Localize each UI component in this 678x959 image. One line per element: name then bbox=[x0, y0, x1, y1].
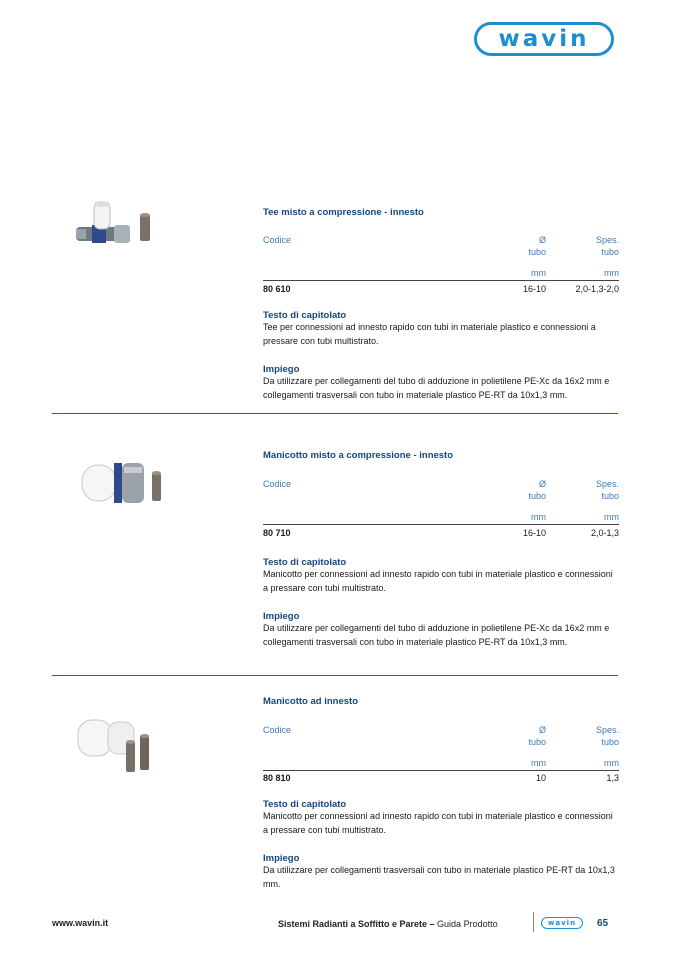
push-fit-coupling-photo bbox=[68, 708, 168, 788]
spec-text: Manicotto per connessioni ad innesto rapido con tubi in materiale plastico e connessioni a pressare con tubi multistrato. bbox=[263, 811, 613, 835]
section-divider bbox=[52, 675, 618, 676]
spec-heading: Testo di capitolato bbox=[263, 799, 347, 810]
table-rule bbox=[263, 524, 619, 525]
column-thickness: Spes. tubo bbox=[595, 235, 619, 257]
table-rule bbox=[263, 280, 619, 281]
product-diameter: 16-10 bbox=[522, 528, 546, 538]
spec-text: Tee per connessioni ad innesto rapido con tubi in materiale plastico e connessioni a pressare con tubi multistrato. bbox=[263, 322, 596, 346]
spec-heading: Testo di capitolato bbox=[263, 557, 347, 568]
use-heading: Impiego bbox=[263, 611, 300, 622]
section-divider bbox=[52, 413, 618, 414]
footer-doc-title: Sistemi Radianti a Soffitto e Parete – Guida Prodotto bbox=[278, 919, 498, 929]
column-diameter: Ø tubo bbox=[528, 479, 546, 501]
column-codice: Codice bbox=[263, 235, 292, 245]
product-thickness: 1,3 bbox=[606, 773, 619, 783]
product-code: 80 710 bbox=[263, 528, 291, 538]
product-title: Manicotto ad innesto bbox=[263, 696, 358, 707]
page-number: 65 bbox=[597, 918, 609, 929]
product-diameter: 16-10 bbox=[522, 284, 546, 294]
unit-thickness: mm bbox=[604, 268, 619, 278]
column-diameter: Ø tubo bbox=[528, 725, 546, 747]
spec-heading: Testo di capitolato bbox=[263, 310, 347, 321]
unit-diameter: mm bbox=[531, 758, 546, 768]
unit-thickness: mm bbox=[604, 758, 619, 768]
unit-thickness: mm bbox=[604, 512, 619, 522]
logo-text: wavin bbox=[498, 25, 590, 52]
product-title: Tee misto a compressione - innesto bbox=[263, 207, 424, 218]
use-text: Da utilizzare per collegamenti del tubo di adduzione in polietilene PE-Xc da 16x2 mm e collegamenti trasversali con tubo in materiale plastico PE-RT da 10x1,3 mm. bbox=[263, 623, 610, 647]
footer-separator bbox=[533, 912, 534, 932]
footer-website[interactable]: www.wavin.it bbox=[52, 918, 109, 928]
wavin-logo bbox=[474, 22, 614, 56]
spec-text: Manicotto per connessioni ad innesto rapido con tubi in materiale plastico e connessioni a pressare con tubi multistrato. bbox=[263, 569, 613, 593]
product-code: 80 610 bbox=[263, 284, 291, 294]
product-thickness: 2,0-1,3 bbox=[590, 528, 619, 538]
unit-diameter: mm bbox=[531, 268, 546, 278]
product-title: Manicotto misto a compressione - innesto bbox=[263, 450, 454, 461]
table-rule bbox=[263, 770, 619, 771]
use-heading: Impiego bbox=[263, 364, 300, 375]
use-text: Da utilizzare per collegamenti del tubo di adduzione in polietilene PE-Xc da 16x2 mm e collegamenti trasversali con tubo in materiale plastico PE-RT da 10x1,3 mm. bbox=[263, 376, 610, 400]
product-code: 80 810 bbox=[263, 773, 291, 783]
column-thickness: Spes. tubo bbox=[595, 725, 619, 747]
product-diameter: 10 bbox=[535, 773, 546, 783]
column-codice: Codice bbox=[263, 479, 292, 489]
unit-diameter: mm bbox=[531, 512, 546, 522]
footer-wavin-logo: wavin bbox=[541, 917, 583, 929]
use-text: Da utilizzare per collegamenti trasversali con tubo in materiale plastico PE-RT da 10x1,3 mm. bbox=[263, 865, 615, 889]
coupling-photo bbox=[68, 445, 168, 525]
column-diameter: Ø tubo bbox=[528, 235, 546, 257]
column-thickness: Spes. tubo bbox=[595, 479, 619, 501]
column-codice: Codice bbox=[263, 725, 292, 735]
product-thickness: 2,0-1,3-2,0 bbox=[575, 284, 619, 294]
use-heading: Impiego bbox=[263, 853, 300, 864]
tee-fitting-photo bbox=[68, 195, 168, 275]
